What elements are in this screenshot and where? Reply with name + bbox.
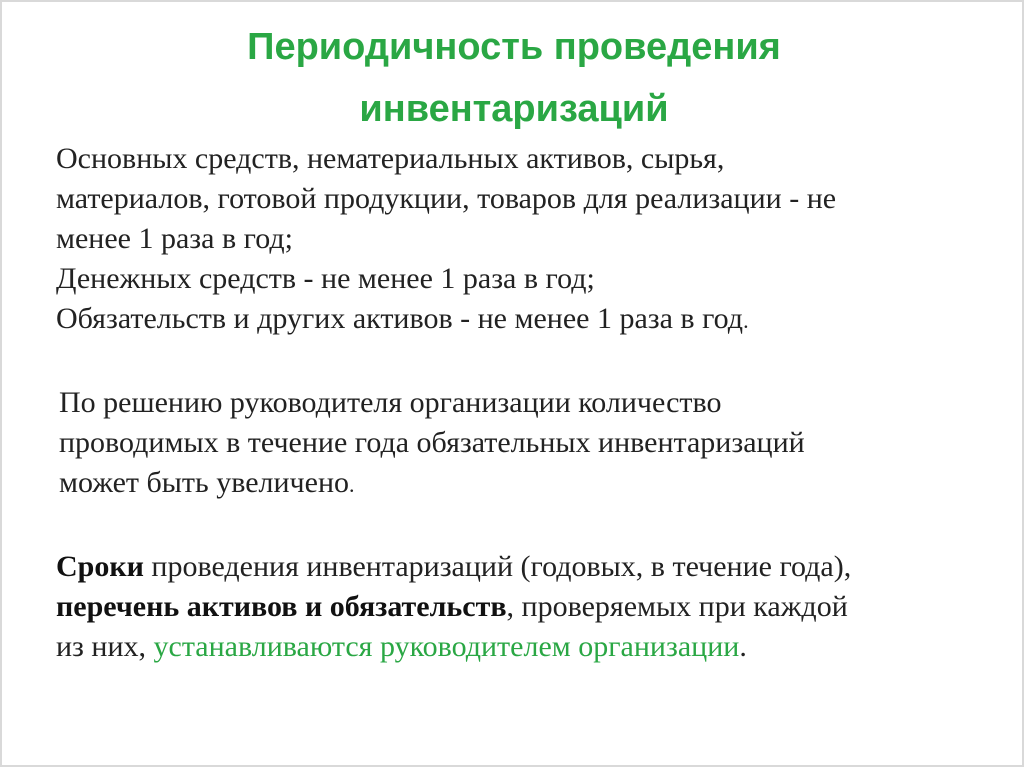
text-line: По решению руководителя организации количество: [59, 386, 722, 419]
text-fragment: из них,: [56, 630, 154, 663]
manager-decision-paragraph: [59, 383, 999, 505]
text-line: [56, 627, 996, 667]
text-line: Основных средств, нематериальных активов, сырья,: [56, 142, 725, 175]
bold-term-assets-list: перечень активов и обязательств: [56, 590, 507, 623]
text-line-last: [56, 299, 996, 341]
slide-title: [2, 16, 1024, 140]
text-line-content: может быть увеличено: [59, 466, 349, 499]
text-line: [56, 587, 996, 627]
bold-term-deadlines: Сроки: [56, 550, 144, 583]
end-dot: .: [739, 630, 747, 663]
text-fragment: , проверяемых при каждой: [506, 590, 848, 623]
text-line: [56, 547, 996, 587]
text-line: проводимых в течение года обязательных инвентаризаций: [59, 426, 805, 459]
text-line: Денежных средств - не менее 1 раза в год;: [56, 262, 595, 295]
text-fragment: проведения инвентаризаций (годовых, в течение года),: [143, 550, 852, 583]
end-dot: .: [349, 472, 355, 497]
title-line-1: Периодичность проведения: [247, 26, 781, 68]
periodicity-paragraph: [56, 139, 996, 341]
highlighted-text: устанавливаются руководителем организации: [153, 630, 740, 663]
end-dot: .: [743, 308, 749, 333]
deadlines-paragraph: [56, 547, 996, 667]
text-line: материалов, готовой продукции, товаров для реализации - не: [56, 182, 837, 215]
text-line: менее 1 раза в год;: [56, 222, 293, 255]
text-line-last: [59, 463, 999, 505]
title-line-2: инвентаризаций: [359, 88, 669, 130]
text-line-content: Обязательств и других активов - не менее 1 раза в год: [56, 302, 744, 335]
